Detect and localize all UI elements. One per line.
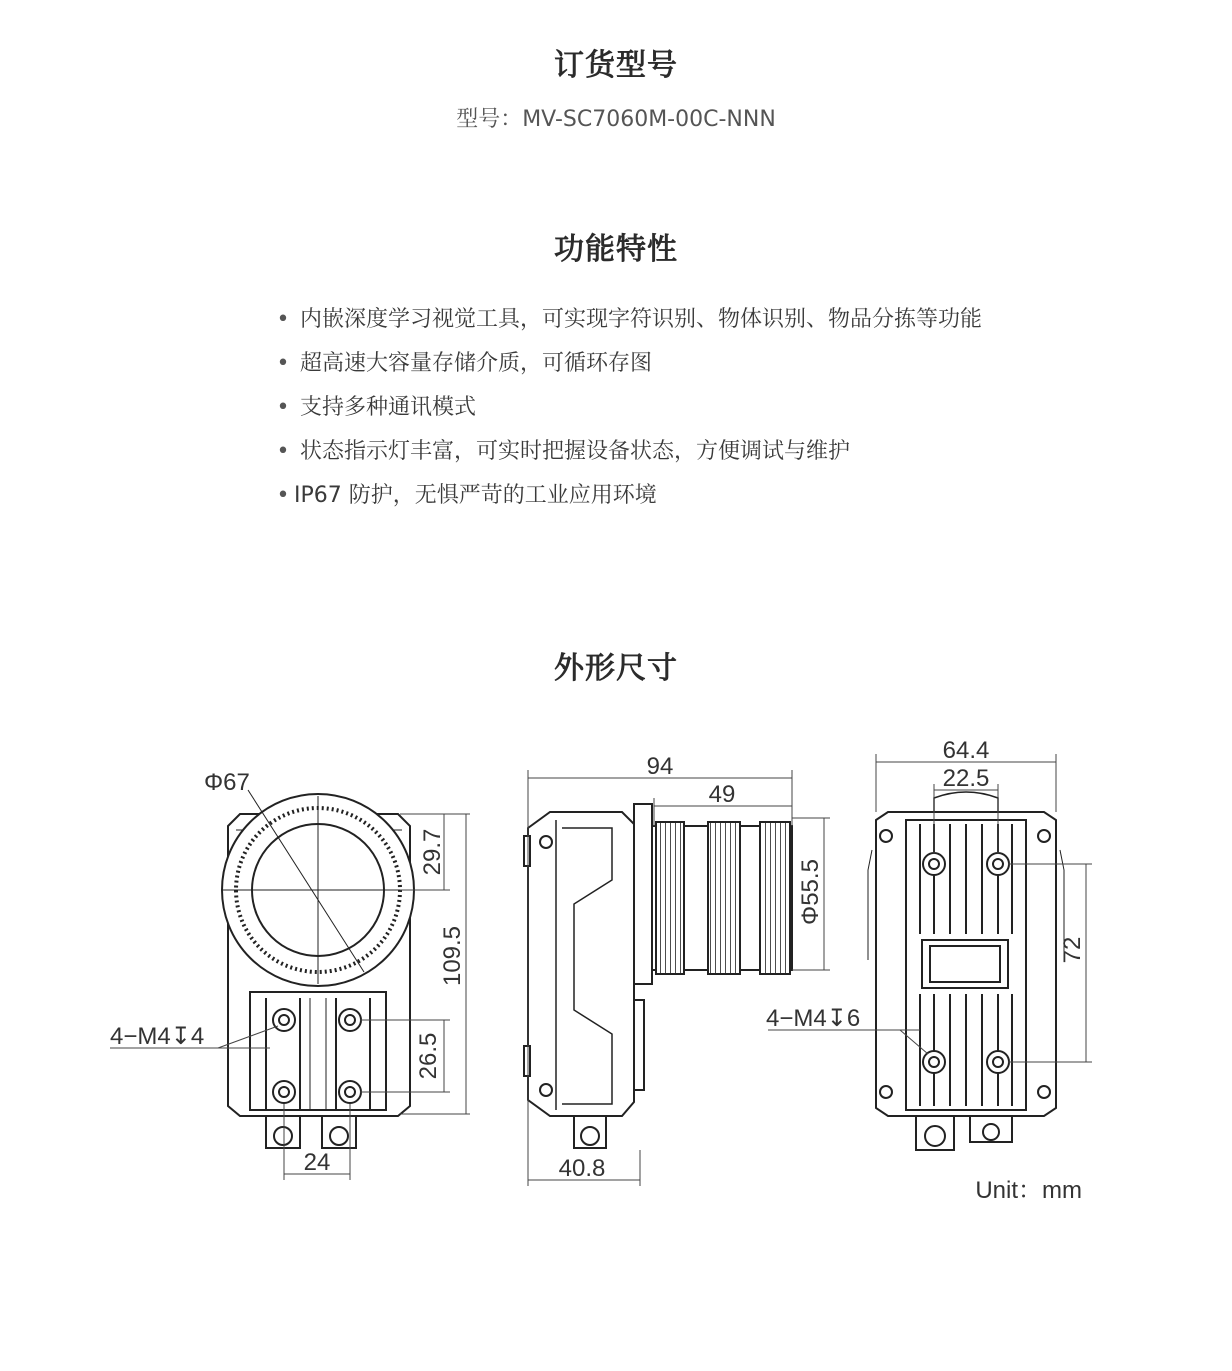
back-window (922, 940, 1008, 988)
feature-text: 内嵌深度学习视觉工具，可实现字符识别、物体识别、物品分拣等功能 (300, 307, 983, 332)
side-view (524, 770, 830, 1186)
front-connector-left (266, 1116, 300, 1148)
bullet-icon: • (276, 395, 290, 420)
front-hole-spacing-v-label: 26.5 (415, 1032, 442, 1080)
feature-text: 状态指示灯丰富，可实时把握设备状态，方便调试与维护 (300, 439, 851, 464)
back-view (768, 754, 1092, 1150)
side-knurl-3 (760, 822, 790, 974)
side-lens-flange (634, 804, 652, 984)
bullet-icon: • (276, 307, 290, 332)
model-number: 型号：MV-SC7060M-00C-NNN (456, 107, 776, 132)
side-lens-length-label: 49 (708, 781, 736, 808)
back-connector-right (970, 1116, 1012, 1142)
dimensions-title: 外形尺寸 (554, 651, 678, 686)
back-hole-spacing-v-label: 72 (1059, 936, 1086, 964)
front-diameter-label: Φ67 (204, 769, 250, 796)
bullet-icon: • (276, 483, 290, 508)
side-housing (528, 812, 634, 1116)
list-item (272, 302, 982, 346)
back-hole-spacing-h-label: 22.5 (942, 765, 990, 792)
side-length-total-label: 94 (646, 753, 674, 780)
list-item (272, 346, 982, 390)
feature-text: 支持多种通讯模式 (300, 395, 477, 420)
front-height-upper-label: 29.7 (419, 828, 446, 876)
bullet-icon: • (276, 439, 290, 464)
feature-text: IP67 防护，无惧严苛的工业应用环境 (294, 483, 657, 508)
features-list (272, 302, 982, 522)
bullet-icon: • (276, 351, 290, 376)
back-connector-left (916, 1116, 954, 1150)
front-connector-right (322, 1116, 356, 1148)
front-hole-spacing-h-label: 24 (303, 1149, 331, 1176)
front-view (110, 790, 470, 1180)
side-connector (574, 1116, 606, 1148)
side-knurl-1 (656, 822, 684, 974)
list-item (272, 390, 982, 434)
side-connector-offset-label: 40.8 (558, 1155, 606, 1182)
list-item (272, 434, 982, 478)
order-title: 订货型号 (554, 48, 678, 83)
front-mount-holes-label: 4−M4↧4 (110, 1023, 205, 1050)
side-knurl-2 (708, 822, 740, 974)
unit-label: Unit：mm (975, 1177, 1082, 1204)
dimension-drawing (0, 690, 1232, 1230)
back-width-total-label: 64.4 (942, 737, 990, 764)
side-lens-diameter-label: Φ55.5 (797, 859, 824, 925)
feature-text: 超高速大容量存储介质，可循环存图 (300, 351, 653, 376)
back-mount-holes-label: 4−M4↧6 (766, 1005, 861, 1032)
features-title: 功能特性 (554, 232, 678, 267)
list-item (272, 478, 982, 522)
front-height-total-label: 109.5 (439, 925, 466, 987)
